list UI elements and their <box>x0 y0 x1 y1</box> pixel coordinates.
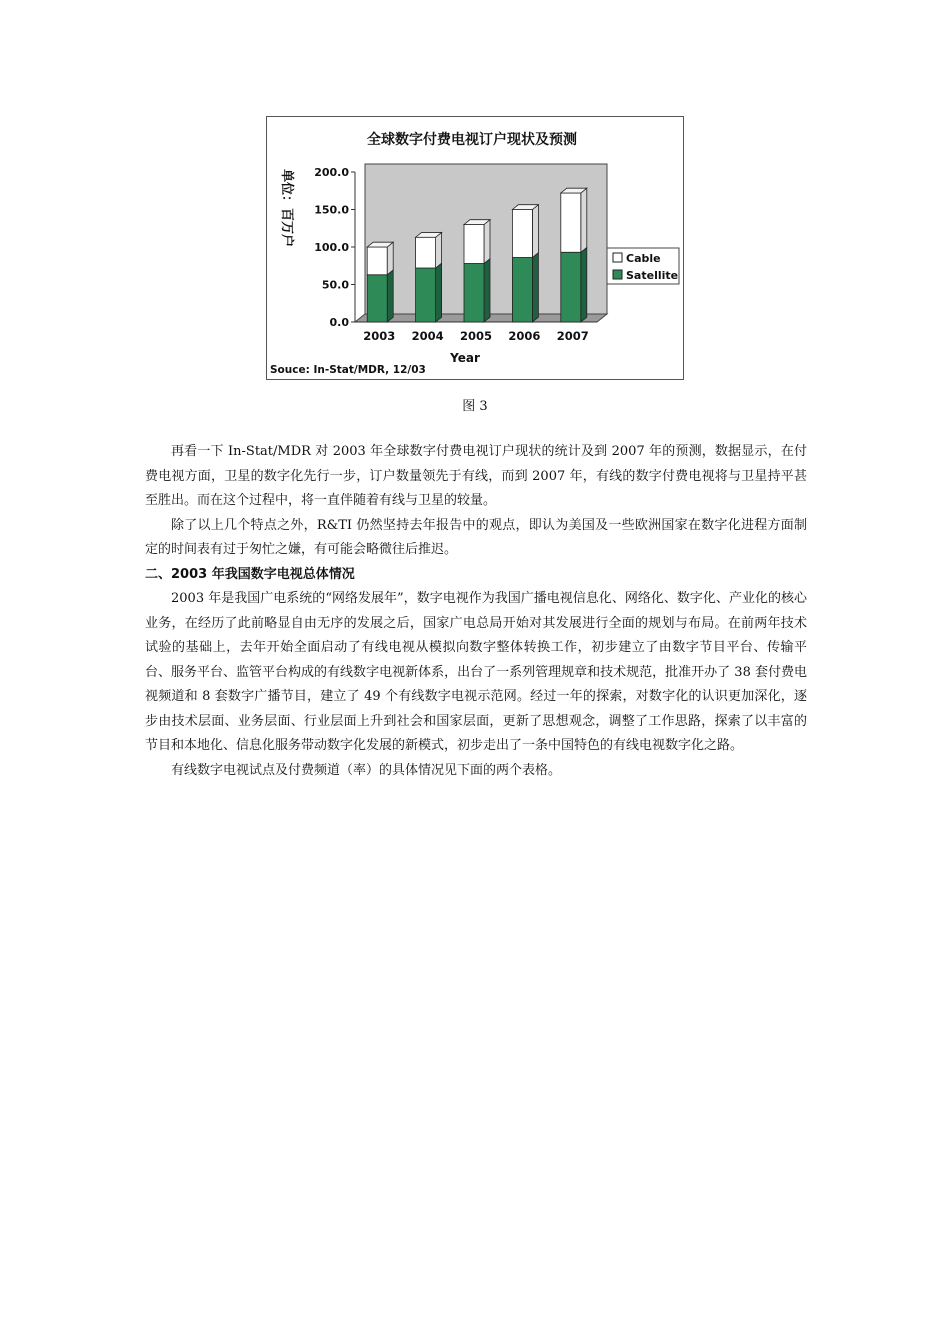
bar-cable-2007 <box>561 188 587 252</box>
y-tick-label: 100.0 <box>314 241 349 254</box>
bar-cable-2003 <box>367 242 393 275</box>
legend <box>607 248 679 284</box>
bar-cable-2006 <box>512 205 538 258</box>
y-tick-label: 150.0 <box>314 203 349 217</box>
figure-caption: 图 3 <box>462 399 488 414</box>
bar-satellite-2006 <box>512 253 538 322</box>
paragraph-1: 再看一下 In-Stat/MDR 对 2003 年全球数字付费电视订户现状的统计及到 2007 年的预测，数据显示，在付费电视方面，卫星的数字化先行一步，订户数量领先于有线，而到 2007 年，有线的数字付费电视将与卫星持平甚至胜出。而在这个过程中，将一直伴随着有线与卫星的较量。 <box>145 444 807 508</box>
bar-satellite-2003 <box>367 270 393 322</box>
x-axis-ticks <box>363 329 589 343</box>
legend-label-cable: Cable <box>626 252 661 265</box>
bar-cable-2005 <box>464 220 490 264</box>
section-heading: 二、2003 年我国数字电视总体情况 <box>145 566 355 582</box>
bar-satellite-2004 <box>416 263 442 322</box>
article-body <box>145 440 807 783</box>
bar-satellite-2007 <box>561 247 587 322</box>
legend-label-satellite: Satellite <box>626 269 679 282</box>
y-tick-label: 0.0 <box>329 316 349 329</box>
bar-satellite-2005 <box>464 259 490 322</box>
legend-swatch-cable <box>613 253 622 262</box>
bar-cable-2004 <box>416 232 442 268</box>
paragraph-3: 2003 年是我国广电系统的“网络发展年”，数字电视作为我国广播电视信息化、网络化、数字化、产业化的核心业务，在经历了此前略显自由无序的发展之后，国家广电总局开始对其发展进行全面的规划与布局。在前两年技术试验的基础上，去年开始全面启动了有线电视从模拟向数字整体转换工作，初步建立了由数字节目平台、传输平台、服务平台、监管平台构成的有线数字电视新体系，出台了一系列管理规章和技术规范，批准开办了 38 套付费电视频道和 8 套数字广播节目，建立了 49 个有线数字电视示范网。经过一年的探索，对数字化的认识更加深化，逐步由技术层面、业务层面、行业层面上升到社会和国家层面，更新了思想观念，调整了工作思路，探索了以丰富的节目和本地化、信息化服务带动数字化发展的新模式，初步走出了一条中国特色的有线电视数字化之路。 <box>145 591 807 753</box>
x-tick-label: 2007 <box>556 329 589 343</box>
paragraph-2: 除了以上几个特点之外，R&TI 仍然坚持去年报告中的观点，即认为美国及一些欧洲国家在数字化进程方面制定的时间表有过于匆忙之嫌，有可能会略微往后推迟。 <box>145 517 807 557</box>
chart-title: 全球数字付费电视订户现状及预测 <box>367 132 577 148</box>
x-tick-label: 2005 <box>459 329 493 343</box>
legend-swatch-satellite <box>613 270 622 279</box>
x-tick-label: 2004 <box>411 329 444 343</box>
x-tick-label: 2006 <box>508 329 541 343</box>
paragraph-4: 有线数字电视试点及付费频道（率）的具体情况见下面的两个表格。 <box>171 762 562 778</box>
x-tick-label: 2003 <box>363 329 396 343</box>
chart-source: Souce: In-Stat/MDR, 12/03 <box>270 364 426 376</box>
y-tick-label: 200.0 <box>314 166 349 179</box>
stacked-bar-chart <box>267 117 683 379</box>
y-axis-label: 单位：百万户 <box>279 169 294 248</box>
y-axis-ticks <box>314 166 355 329</box>
y-tick-label: 50.0 <box>321 278 349 292</box>
x-axis-label: Year <box>450 351 480 365</box>
chart-figure <box>266 116 684 380</box>
